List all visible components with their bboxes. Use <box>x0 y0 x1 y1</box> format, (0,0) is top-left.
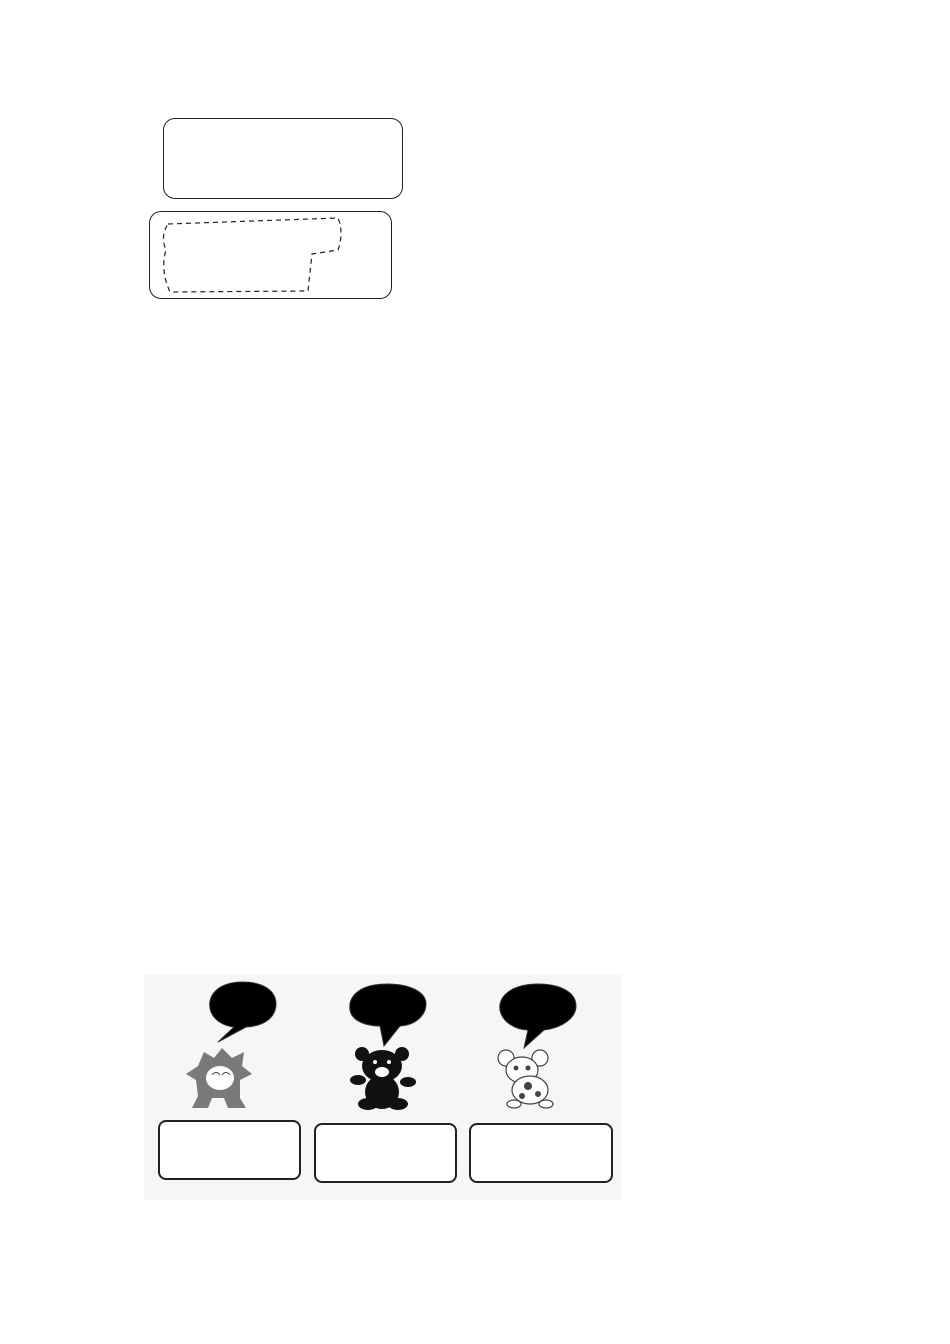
answer-box-7[interactable] <box>469 1123 613 1183</box>
answer-box-9[interactable] <box>158 1120 301 1180</box>
answer-box-8[interactable] <box>314 1123 457 1183</box>
